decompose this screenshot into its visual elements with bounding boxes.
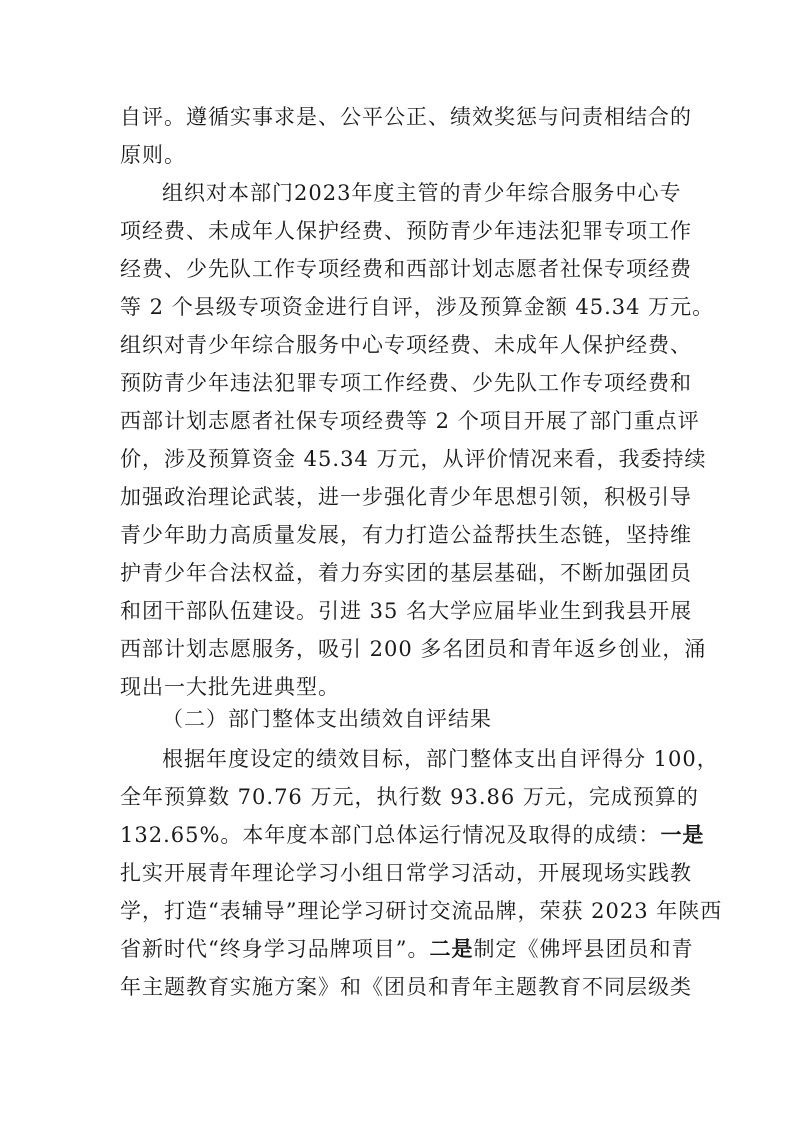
paragraph-line: 经费、少先队工作专项经费和西部计划志愿者社保专项经费 bbox=[120, 257, 692, 281]
paragraph-line: 根据年度设定的绩效目标，部门整体支出自评得分 100， bbox=[162, 747, 719, 771]
paragraph-line: 西部计划志愿者社保专项经费等 2 个项目开展了部门重点评 bbox=[120, 409, 700, 433]
paragraph-text: 制定《佛坪县团员和青 bbox=[473, 937, 694, 961]
paragraph-line: 现出一大批先进典型。 bbox=[120, 675, 340, 699]
paragraph-line: 扎实开展青年理论学习小组日常学习活动，开展现场实践教 bbox=[120, 861, 692, 885]
paragraph-line: 预防青少年违法犯罪专项工作经费、少先队工作专项经费和 bbox=[120, 371, 692, 395]
paragraph-text: 132.65%。本年度本部门总体运行情况及取得的成绩： bbox=[120, 823, 661, 847]
paragraph-line bbox=[120, 820, 705, 850]
paragraph-line: 全年预算数 70.76 万元，执行数 93.86 万元，完成预算的 bbox=[120, 785, 699, 809]
paragraph-text: 省新时代“终身学习品牌项目”。 bbox=[120, 937, 430, 961]
paragraph-line: 原则。 bbox=[120, 143, 186, 167]
paragraph-line: 自评。遵循实事求是、公平公正、绩效奖惩与问责相结合的 bbox=[120, 105, 692, 129]
paragraph-line: 青少年助力高质量发展，有力打造公益帮扶生态链，坚持维 bbox=[120, 523, 692, 547]
paragraph-line bbox=[120, 934, 694, 964]
emphasis-text: 二是 bbox=[429, 936, 474, 961]
paragraph-line: 加强政治理论武装，进一步强化青少年思想引领，积极引导 bbox=[120, 485, 692, 509]
emphasis-text: 一是 bbox=[660, 822, 705, 847]
paragraph-line: 项经费、未成年人保护经费、预防青少年违法犯罪专项工作 bbox=[120, 219, 692, 243]
paragraph-line: 组织对本部门2023年度主管的青少年综合服务中心专 bbox=[162, 181, 682, 205]
paragraph-line: 年主题教育实施方案》和《团员和青年主题教育不同层级类 bbox=[120, 975, 692, 999]
paragraph-line: 西部计划志愿服务，吸引 200 多名团员和青年返乡创业，涌 bbox=[120, 637, 707, 661]
section-heading: （二）部门整体支出绩效自评结果 bbox=[162, 707, 492, 731]
paragraph-line: 护青少年合法权益，着力夯实团的基层基础，不断加强团员 bbox=[120, 561, 692, 585]
paragraph-line: 组织对青少年综合服务中心专项经费、未成年人保护经费、 bbox=[120, 333, 692, 357]
paragraph-line: 学，打造“表辅导”理论学习研讨交流品牌，荣获 2023 年陕西 bbox=[120, 899, 723, 923]
paragraph-line: 价，涉及预算资金 45.34 万元，从评价情况来看，我委持续 bbox=[120, 447, 707, 471]
paragraph-line: 等 2 个县级专项资金进行自评，涉及预算金额 45.34 万元。 bbox=[120, 295, 715, 319]
paragraph-line: 和团干部队伍建设。引进 35 名大学应届毕业生到我县开展 bbox=[120, 599, 693, 623]
